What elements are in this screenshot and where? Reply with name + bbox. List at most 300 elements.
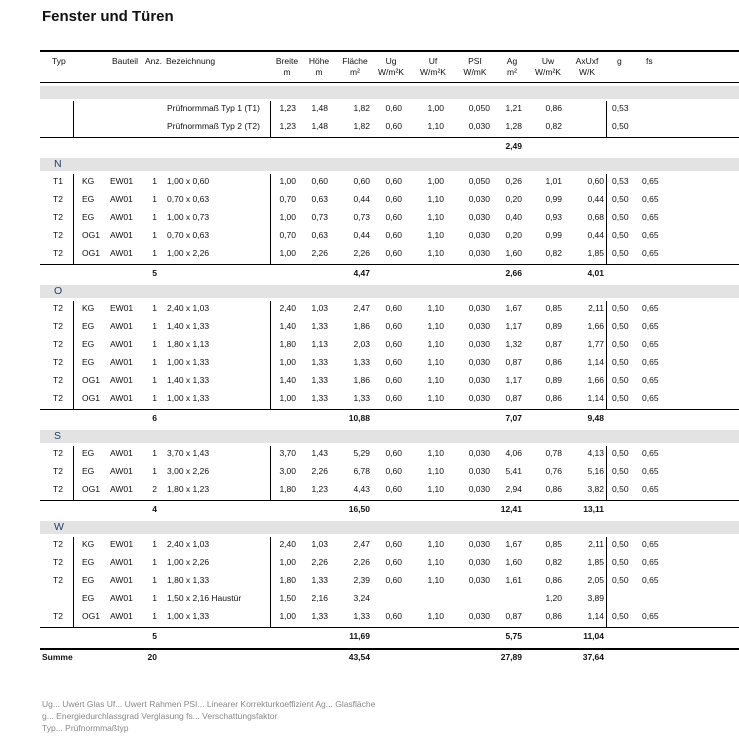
cell-hoehe: 1,33 bbox=[311, 357, 328, 367]
cell-code: AW01 bbox=[110, 575, 133, 585]
cell-ag: 1,28 bbox=[505, 121, 522, 131]
cell-hoehe: 0,60 bbox=[311, 176, 328, 186]
cell-bauteil: OG1 bbox=[82, 484, 100, 494]
column-divider bbox=[270, 446, 271, 500]
cell-anz: 1 bbox=[152, 557, 157, 567]
cell-axuxf: 2,11 bbox=[588, 539, 604, 549]
cell-ug: 0,60 bbox=[385, 357, 402, 367]
cell-breite: 1,00 bbox=[279, 393, 296, 403]
cell-ag: 1,17 bbox=[505, 321, 522, 331]
legend-line: Typ... Prüfnormmaßtyp bbox=[42, 723, 129, 733]
cell-hoehe: 1,33 bbox=[311, 393, 328, 403]
cell-ug: 0,60 bbox=[385, 375, 402, 385]
cell-g: 0,50 bbox=[612, 303, 629, 313]
cell-hoehe: 2,26 bbox=[311, 248, 328, 258]
cell-anz: 1 bbox=[152, 339, 157, 349]
cell-flaeche: 2,26 bbox=[353, 557, 370, 567]
cell-typ: T2 bbox=[53, 303, 63, 313]
column-divider bbox=[606, 446, 607, 500]
cell-bauteil: EG bbox=[82, 575, 95, 585]
cell-bez: 1,80 x 1,33 bbox=[167, 575, 210, 585]
cell-bez: 1,50 x 2,16 Haustür bbox=[167, 593, 242, 603]
cell-code: AW01 bbox=[110, 557, 133, 567]
cell-anz: 1 bbox=[152, 375, 157, 385]
cell-fs: 0,65 bbox=[642, 194, 659, 204]
cell-ug: 0,60 bbox=[385, 575, 402, 585]
cell-bez: 1,40 x 1,33 bbox=[167, 375, 210, 385]
cell-bauteil: OG1 bbox=[82, 611, 100, 621]
cell-code: AW01 bbox=[110, 466, 133, 476]
cell-axuxf: 0,68 bbox=[587, 212, 604, 222]
cell-g: 0,50 bbox=[612, 339, 629, 349]
cell-breite: 1,50 bbox=[279, 593, 296, 603]
cell-g: 0,50 bbox=[612, 321, 629, 331]
cell-bez: 2,40 x 1,03 bbox=[167, 303, 210, 313]
cell-uw: 0,86 bbox=[545, 575, 562, 585]
cell-axuxf: 0,44 bbox=[587, 230, 604, 240]
cell-breite: 3,70 bbox=[279, 448, 296, 458]
cell-hoehe: 1,33 bbox=[311, 321, 328, 331]
cell-uw: 0,86 bbox=[545, 103, 562, 113]
cell-ag: 1,67 bbox=[505, 539, 522, 549]
col-header-anz: Anz. bbox=[145, 56, 163, 66]
cell-bez: 1,00 x 0,60 bbox=[167, 176, 210, 186]
col-header-axuxf: AxUxf W/K bbox=[575, 56, 599, 77]
cell-flaeche: 0,60 bbox=[353, 176, 370, 186]
cell-ug: 0,60 bbox=[385, 448, 402, 458]
cell-breite: 1,80 bbox=[279, 484, 296, 494]
cell-anz: 1 bbox=[152, 593, 157, 603]
cell-psi: 0,030 bbox=[468, 575, 490, 585]
cell-ag: 1,21 bbox=[505, 103, 522, 113]
cell-hoehe: 2,26 bbox=[311, 557, 328, 567]
cell-flaeche: 1,86 bbox=[353, 321, 370, 331]
orientation-label: W bbox=[54, 521, 64, 533]
cell-g: 0,50 bbox=[612, 230, 629, 240]
cell-anz: 1 bbox=[152, 539, 157, 549]
orientation-label: N bbox=[54, 158, 62, 170]
cell-bez: 0,70 x 0,63 bbox=[167, 194, 210, 204]
cell-code: EW01 bbox=[110, 539, 134, 549]
cell-typ: T2 bbox=[53, 375, 63, 385]
cell-breite: 2,40 bbox=[279, 539, 296, 549]
cell-uf: 1,00 bbox=[427, 176, 444, 186]
cell-bez: 1,00 x 1,33 bbox=[167, 393, 210, 403]
column-divider bbox=[606, 537, 607, 627]
cell-anz: 1 bbox=[152, 575, 157, 585]
sum-flaeche: 4,47 bbox=[353, 268, 370, 278]
cell-g: 0,50 bbox=[612, 557, 629, 567]
cell-bez: 1,00 x 1,33 bbox=[167, 611, 210, 621]
cell-fs: 0,65 bbox=[642, 375, 659, 385]
cell-hoehe: 2,16 bbox=[311, 593, 328, 603]
cell-uf: 1,10 bbox=[427, 194, 444, 204]
divider bbox=[40, 627, 739, 628]
cell-bauteil: EG bbox=[82, 212, 95, 222]
cell-fs: 0,65 bbox=[642, 303, 659, 313]
cell-anz: 1 bbox=[152, 176, 157, 186]
section-band bbox=[40, 285, 739, 298]
cell-flaeche: 0,44 bbox=[353, 230, 370, 240]
cell-fs: 0,65 bbox=[642, 466, 659, 476]
cell-breite: 1,23 bbox=[279, 121, 296, 131]
cell-anz: 1 bbox=[152, 393, 157, 403]
cell-uw: 0,93 bbox=[545, 212, 562, 222]
cell-code: AW01 bbox=[110, 212, 133, 222]
cell-flaeche: 1,33 bbox=[353, 393, 370, 403]
cell-fs: 0,65 bbox=[642, 448, 659, 458]
col-header-breite: Breite m bbox=[275, 56, 299, 77]
column-divider bbox=[270, 301, 271, 409]
cell-fs: 0,65 bbox=[642, 339, 659, 349]
cell-hoehe: 1,33 bbox=[311, 375, 328, 385]
cell-uf: 1,10 bbox=[427, 466, 444, 476]
cell-psi: 0,030 bbox=[468, 484, 490, 494]
cell-axuxf: 3,82 bbox=[587, 484, 604, 494]
cell-axuxf: 1,77 bbox=[587, 339, 604, 349]
cell-uf: 1,10 bbox=[427, 303, 444, 313]
divider bbox=[40, 409, 739, 410]
cell-axuxf: 4,13 bbox=[587, 448, 604, 458]
cell-ug: 0,60 bbox=[385, 194, 402, 204]
cell-flaeche: 5,29 bbox=[353, 448, 370, 458]
cell-fs: 0,65 bbox=[642, 321, 659, 331]
cell-ag: 0,20 bbox=[505, 230, 522, 240]
cell-axuxf: 5,16 bbox=[587, 466, 604, 476]
cell-typ: T2 bbox=[53, 230, 63, 240]
cell-bauteil: OG1 bbox=[82, 393, 100, 403]
cell-flaeche: 2,03 bbox=[353, 339, 370, 349]
cell-code: AW01 bbox=[110, 248, 133, 258]
col-header-g: g bbox=[617, 56, 622, 66]
cell-fs: 0,65 bbox=[642, 484, 659, 494]
cell-g: 0,50 bbox=[612, 248, 629, 258]
cell-bez: 0,70 x 0,63 bbox=[167, 230, 210, 240]
cell-axuxf: 1,66 bbox=[587, 321, 604, 331]
cell-g: 0,50 bbox=[612, 575, 629, 585]
cell-hoehe: 0,63 bbox=[311, 194, 328, 204]
cell-hoehe: 1,33 bbox=[311, 575, 328, 585]
cell-uf: 1,00 bbox=[427, 103, 444, 113]
cell-ag: 1,61 bbox=[505, 575, 522, 585]
cell-code: AW01 bbox=[110, 611, 133, 621]
cell-bauteil: EG bbox=[82, 448, 95, 458]
cell-typ: T1 bbox=[53, 176, 63, 186]
legend-line: g... Energiedurchlassgrad Verglasung fs... Verschattungsfaktor bbox=[42, 711, 278, 721]
cell-ag: 1,32 bbox=[505, 339, 522, 349]
cell-breite: 1,00 bbox=[279, 557, 296, 567]
cell-psi: 0,050 bbox=[468, 103, 490, 113]
sum-anz: 6 bbox=[152, 413, 157, 423]
cell-psi: 0,050 bbox=[468, 176, 490, 186]
cell-ug: 0,60 bbox=[385, 484, 402, 494]
cell-code: EW01 bbox=[110, 303, 134, 313]
cell-breite: 1,40 bbox=[279, 375, 296, 385]
cell-ug: 0,60 bbox=[385, 176, 402, 186]
column-divider bbox=[73, 537, 74, 627]
cell-ug: 0,60 bbox=[385, 339, 402, 349]
cell-typ: T2 bbox=[53, 539, 63, 549]
cell-bez: 1,00 x 2,26 bbox=[167, 557, 210, 567]
cell-typ: T2 bbox=[53, 194, 63, 204]
cell-psi: 0,030 bbox=[468, 194, 490, 204]
cell-uf: 1,10 bbox=[427, 248, 444, 258]
cell-ug: 0,60 bbox=[385, 248, 402, 258]
divider bbox=[40, 264, 739, 265]
cell-typ: T2 bbox=[53, 557, 63, 567]
cell-ag: 0,26 bbox=[505, 176, 522, 186]
col-header-ag: Ag m² bbox=[506, 56, 518, 77]
cell-psi: 0,030 bbox=[468, 321, 490, 331]
column-divider bbox=[270, 101, 271, 137]
cell-axuxf: 1,14 bbox=[587, 611, 604, 621]
cell-uw: 0,78 bbox=[545, 448, 562, 458]
cell-uw: 0,85 bbox=[545, 539, 562, 549]
col-header-psi: PSI W/mK bbox=[463, 56, 487, 77]
cell-ug: 0,60 bbox=[385, 557, 402, 567]
cell-ag: 1,67 bbox=[505, 303, 522, 313]
col-header-bezeichnung: Bezeichnung bbox=[166, 56, 216, 66]
cell-typ: T2 bbox=[53, 248, 63, 258]
cell-psi: 0,030 bbox=[468, 212, 490, 222]
cell-breite: 0,70 bbox=[279, 194, 296, 204]
cell-ug: 0,60 bbox=[385, 393, 402, 403]
cell-psi: 0,030 bbox=[468, 611, 490, 621]
cell-typ: T2 bbox=[53, 321, 63, 331]
cell-code: AW01 bbox=[110, 375, 133, 385]
cell-hoehe: 1,03 bbox=[311, 303, 328, 313]
cell-breite: 1,00 bbox=[279, 611, 296, 621]
sum-ag: 2,66 bbox=[505, 268, 522, 278]
cell-flaeche: 1,82 bbox=[353, 121, 370, 131]
cell-breite: 1,80 bbox=[279, 575, 296, 585]
divider bbox=[40, 648, 739, 650]
cell-bez: 1,00 x 2,26 bbox=[167, 248, 210, 258]
cell-fs: 0,65 bbox=[642, 176, 659, 186]
cell-uw: 1,01 bbox=[545, 176, 562, 186]
cell-uf: 1,10 bbox=[427, 393, 444, 403]
cell-g: 0,50 bbox=[612, 194, 629, 204]
cell-axuxf: 1,66 bbox=[587, 375, 604, 385]
sum-ag: 5,75 bbox=[505, 631, 522, 641]
sum-axuxf: 11,04 bbox=[583, 631, 604, 641]
cell-psi: 0,030 bbox=[468, 375, 490, 385]
legend-line: Ug... Uwert Glas Uf... Uwert Rahmen PSI... Linearer Korrekturkoeffizient Ag... Glasfläche bbox=[42, 699, 376, 709]
column-divider bbox=[270, 174, 271, 264]
sum-axuxf: 9,48 bbox=[587, 413, 604, 423]
cell-fs: 0,65 bbox=[642, 539, 659, 549]
cell-uw: 0,82 bbox=[545, 248, 562, 258]
cell-ug: 0,60 bbox=[385, 121, 402, 131]
cell-uw: 0,86 bbox=[545, 611, 562, 621]
cell-uw: 0,86 bbox=[545, 393, 562, 403]
page-title: Fenster und Türen bbox=[42, 8, 174, 25]
cell-flaeche: 0,44 bbox=[353, 194, 370, 204]
cell-uf: 1,10 bbox=[427, 611, 444, 621]
cell-typ: T2 bbox=[53, 448, 63, 458]
cell-axuxf: 2,05 bbox=[587, 575, 604, 585]
cell-flaeche: 3,24 bbox=[353, 593, 370, 603]
divider bbox=[40, 137, 739, 138]
cell-flaeche: 6,78 bbox=[353, 466, 370, 476]
cell-axuxf: 1,85 bbox=[587, 248, 604, 258]
cell-ag: 0,40 bbox=[505, 212, 522, 222]
cell-uf: 1,10 bbox=[427, 121, 444, 131]
cell-uf: 1,10 bbox=[427, 357, 444, 367]
cell-breite: 1,00 bbox=[279, 357, 296, 367]
sum-axuxf: 4,01 bbox=[587, 268, 604, 278]
cell-anz: 1 bbox=[152, 448, 157, 458]
cell-psi: 0,030 bbox=[468, 448, 490, 458]
sum-ag: 12,41 bbox=[500, 504, 522, 514]
cell-bauteil: EG bbox=[82, 357, 95, 367]
cell-psi: 0,030 bbox=[468, 339, 490, 349]
cell-uw: 0,82 bbox=[545, 557, 562, 567]
cell-code: AW01 bbox=[110, 230, 133, 240]
cell-ag: 1,60 bbox=[505, 557, 522, 567]
cell-ag: 0,20 bbox=[505, 194, 522, 204]
cell-breite: 0,70 bbox=[279, 230, 296, 240]
cell-bauteil: OG1 bbox=[82, 230, 100, 240]
cell-bauteil: KG bbox=[82, 303, 95, 313]
cell-psi: 0,030 bbox=[468, 557, 490, 567]
cell-ag: 4,06 bbox=[505, 448, 522, 458]
sum-flaeche: 10,88 bbox=[348, 413, 370, 423]
cell-ag: 1,17 bbox=[505, 375, 522, 385]
cell-bez: 2,40 x 1,03 bbox=[167, 539, 210, 549]
sum-flaeche: 16,50 bbox=[348, 504, 370, 514]
col-header-uf: Uf W/m²K bbox=[420, 56, 446, 77]
cell-ug: 0,60 bbox=[385, 103, 402, 113]
cell-flaeche: 2,47 bbox=[353, 303, 370, 313]
sum-anz: 4 bbox=[152, 504, 157, 514]
col-header-fs: fs bbox=[646, 56, 653, 66]
cell-fs: 0,65 bbox=[642, 393, 659, 403]
cell-hoehe: 1,33 bbox=[311, 611, 328, 621]
cell-code: AW01 bbox=[110, 321, 133, 331]
cell-uf: 1,10 bbox=[427, 484, 444, 494]
cell-ug: 0,60 bbox=[385, 303, 402, 313]
cell-anz: 1 bbox=[152, 357, 157, 367]
cell-anz: 1 bbox=[152, 248, 157, 258]
cell-anz: 1 bbox=[152, 611, 157, 621]
cell-fs: 0,65 bbox=[642, 230, 659, 240]
total-label: Summe bbox=[42, 652, 73, 662]
legend bbox=[42, 698, 375, 734]
cell-g: 0,50 bbox=[612, 212, 629, 222]
cell-typ: T2 bbox=[53, 393, 63, 403]
cell-anz: 1 bbox=[152, 212, 157, 222]
cell-code: AW01 bbox=[110, 357, 133, 367]
cell-flaeche: 2,39 bbox=[353, 575, 370, 585]
cell-uw: 1,20 bbox=[545, 593, 562, 603]
cell-uf: 1,10 bbox=[427, 212, 444, 222]
sum-ag: 7,07 bbox=[505, 413, 522, 423]
cell-ag: 0,87 bbox=[505, 393, 522, 403]
cell-breite: 1,80 bbox=[279, 339, 296, 349]
cell-psi: 0,030 bbox=[468, 466, 490, 476]
cell-uf: 1,10 bbox=[427, 321, 444, 331]
col-header-flaeche: Fläche m² bbox=[342, 56, 368, 77]
cell-uf: 1,10 bbox=[427, 539, 444, 549]
orientation-label: O bbox=[54, 285, 63, 297]
cell-breite: 2,40 bbox=[279, 303, 296, 313]
cell-uw: 0,86 bbox=[545, 484, 562, 494]
total-anz: 20 bbox=[147, 652, 157, 662]
total-ag: 27,89 bbox=[500, 652, 522, 662]
cell-code: AW01 bbox=[110, 339, 133, 349]
cell-hoehe: 1,23 bbox=[311, 484, 328, 494]
cell-g: 0,50 bbox=[612, 539, 629, 549]
cell-ug: 0,60 bbox=[385, 539, 402, 549]
sum-anz: 5 bbox=[152, 268, 157, 278]
cell-ag: 0,87 bbox=[505, 611, 522, 621]
cell-bez: 1,80 x 1,23 bbox=[167, 484, 210, 494]
cell-fs: 0,65 bbox=[642, 212, 659, 222]
cell-bez: 3,70 x 1,43 bbox=[167, 448, 210, 458]
cell-uf: 1,10 bbox=[427, 557, 444, 567]
cell-typ: T2 bbox=[53, 357, 63, 367]
cell-bauteil: EG bbox=[82, 321, 95, 331]
cell-g: 0,50 bbox=[612, 611, 629, 621]
cell-ag: 5,41 bbox=[505, 466, 522, 476]
cell-g: 0,50 bbox=[612, 466, 629, 476]
cell-bez: 1,40 x 1,33 bbox=[167, 321, 210, 331]
cell-flaeche: 1,33 bbox=[353, 357, 370, 367]
cell-breite: 3,00 bbox=[279, 466, 296, 476]
column-divider bbox=[73, 174, 74, 264]
cell-hoehe: 1,43 bbox=[311, 448, 328, 458]
col-header-typ: Typ bbox=[52, 56, 66, 66]
cell-uf: 1,10 bbox=[427, 448, 444, 458]
column-divider bbox=[606, 174, 607, 264]
section-band bbox=[40, 158, 739, 171]
cell-g: 0,50 bbox=[612, 375, 629, 385]
column-divider bbox=[73, 101, 74, 137]
divider bbox=[40, 500, 739, 501]
cell-bauteil: OG1 bbox=[82, 375, 100, 385]
cell-hoehe: 2,26 bbox=[311, 466, 328, 476]
col-header-bauteil: Bauteil bbox=[112, 56, 138, 66]
cell-flaeche: 0,73 bbox=[353, 212, 370, 222]
sum-axuxf: 13,11 bbox=[583, 504, 604, 514]
cell-ag: 2,94 bbox=[505, 484, 522, 494]
total-axuxf: 37,64 bbox=[582, 652, 604, 662]
cell-anz: 1 bbox=[152, 194, 157, 204]
cell-psi: 0,030 bbox=[468, 230, 490, 240]
cell-bauteil: EG bbox=[82, 194, 95, 204]
cell-hoehe: 1,03 bbox=[311, 539, 328, 549]
cell-bauteil: KG bbox=[82, 176, 95, 186]
cell-code: EW01 bbox=[110, 176, 134, 186]
cell-hoehe: 1,48 bbox=[311, 121, 328, 131]
cell-uw: 0,99 bbox=[545, 194, 562, 204]
cell-axuxf: 1,85 bbox=[587, 557, 604, 567]
cell-anz: 1 bbox=[152, 466, 157, 476]
cell-typ: T2 bbox=[53, 484, 63, 494]
column-divider bbox=[606, 101, 607, 137]
type-name: Prüfnormmaß Typ 2 (T2) bbox=[167, 121, 260, 131]
cell-code: AW01 bbox=[110, 484, 133, 494]
cell-ug: 0,60 bbox=[385, 611, 402, 621]
cell-bauteil: KG bbox=[82, 539, 95, 549]
cell-flaeche: 1,86 bbox=[353, 375, 370, 385]
cell-uf: 1,10 bbox=[427, 230, 444, 240]
cell-bez: 1,00 x 1,33 bbox=[167, 357, 210, 367]
section-band bbox=[40, 86, 739, 99]
cell-psi: 0,030 bbox=[468, 393, 490, 403]
types-sum-ag: 2,49 bbox=[505, 141, 522, 151]
